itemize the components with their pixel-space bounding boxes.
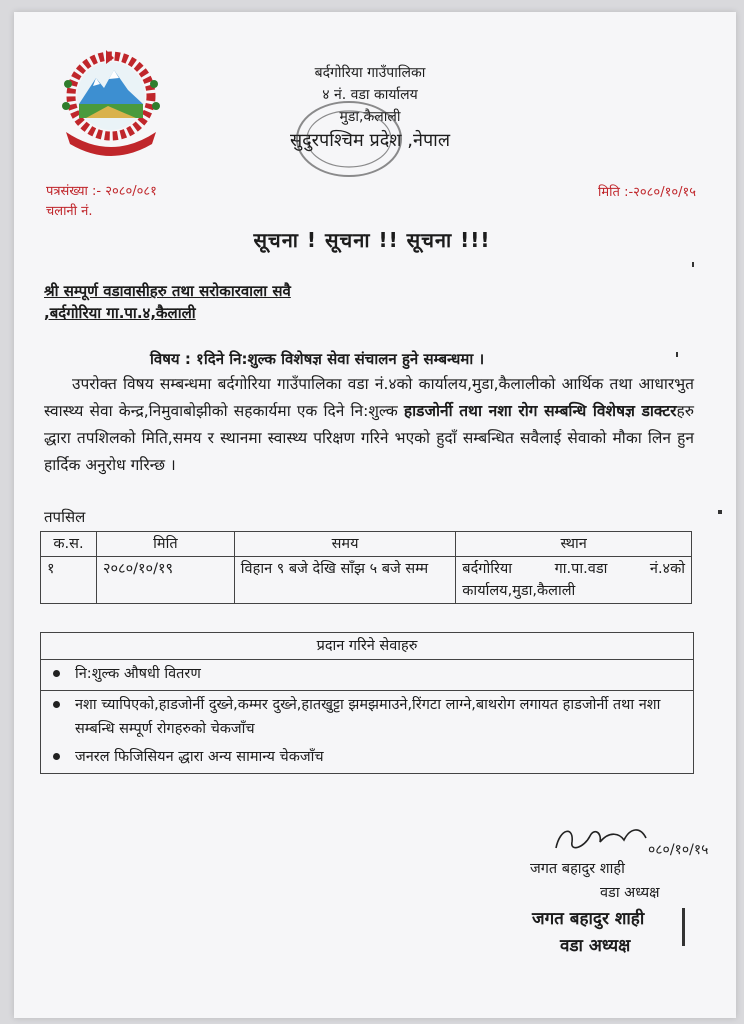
stamp-signatory-name: जगत बहादुर शाही — [532, 909, 645, 929]
services-row-1 — [41, 660, 693, 691]
services-heading: प्रदान गरिने सेवाहरु — [41, 633, 693, 660]
service-item-text: नशा च्यापिएको,हाडजोर्नी दुख्ने,कम्मर दुख्ने,हातखुट्टा झमझमाउने,रिंगटा लाग्ने,बाथरोग लगायत हाडजोर्नी तथा नशा सम्बन्धि सम्पूर्ण रोगहरुको चेकजाँच — [75, 697, 661, 737]
details-label: तपसिल — [44, 508, 86, 526]
office-location: मुडा,कैलाली — [339, 109, 401, 125]
bullet-icon — [53, 701, 60, 708]
service-item-text: नि:शुल्क औषधी वितरण — [75, 666, 201, 682]
scan-mark — [718, 510, 722, 514]
notice-heading: सूचना ! सूचना !! सूचना !!! — [253, 228, 491, 252]
header-time: समय — [234, 532, 456, 557]
list-item — [47, 745, 687, 769]
cell-serial: १ — [41, 557, 97, 604]
body-paragraph — [44, 371, 694, 479]
stamp-signatory-title: वडा अध्यक्ष — [560, 936, 631, 956]
table-row — [41, 557, 692, 604]
body-text-part-2: हरु द्धारा तपशिलको मिति,समय र स्थानमा स्वास्थ्य परिक्षण गरिने भएको हुदाँ सम्बन्धित सवैलाई सेवाको मौका लिन हुन हार्दिक अनुरोध गरिन्छ । — [44, 402, 694, 474]
municipality-name: बर्दगोरिया गाउँपालिका — [314, 65, 426, 81]
body-text-bold: हाडजोर्नी तथा नशा रोग सम्बन्धि विशेषज्ञ डाक्टर — [403, 402, 677, 420]
cell-date: २०८०/१०/१९ — [96, 557, 234, 604]
body-text-part-1: उपरोक्त विषय सम्बन्धमा बर्दगोरिया गाउँपालिका वडा नं.४को कार्यालय,मुडा,कैलालीको आर्थिक तथा आधारभुत स्वास्थ्य सेवा केन्द्र,निमुवाबोझीको सहकार्यमा एक दिने नि:शुल्क — [44, 375, 694, 420]
schedule-table — [40, 531, 692, 604]
stamp-border-line — [682, 908, 685, 946]
letter-number: पत्रसंख्या :- २०८०/०८१ — [46, 184, 157, 199]
addressee-block — [44, 280, 291, 324]
signatory-name: जगत बहादुर शाही — [530, 861, 625, 877]
scan-mark — [676, 352, 678, 357]
list-item — [47, 662, 687, 686]
cell-time: विहान ९ बजे देखि साँझ ५ बजे सम्म — [234, 557, 456, 604]
addressee-line-1: श्री सम्पूर्ण वडावासीहरु तथा सरोकारवाला सवै — [44, 282, 291, 300]
addressee-line-2: ,बर्दगोरिया गा.पा.४,कैलाली — [44, 304, 196, 322]
services-box — [40, 632, 694, 774]
dispatch-number: चलानी नं. — [46, 204, 93, 219]
office-seal-stamp — [293, 98, 405, 180]
bullet-icon — [53, 753, 60, 760]
bullet-icon — [53, 670, 60, 677]
header-serial: क.स. — [41, 532, 97, 557]
signature-date: ०८०/१०/१५ — [648, 842, 709, 858]
reference-block — [46, 182, 157, 222]
services-row-2 — [41, 691, 693, 773]
service-item-text: जनरल फिजिसियन द्धारा अन्य सामान्य चेकजाँच — [75, 749, 324, 765]
header-place: स्थान — [456, 532, 692, 557]
scan-mark — [692, 262, 694, 267]
list-item — [47, 693, 687, 741]
subject-line: विषय : १दिने नि:शुल्क विशेषज्ञ सेवा संचालन हुने सम्बन्धमा । — [150, 350, 485, 368]
ward-office-name: ४ नं. वडा कार्यालय — [322, 87, 418, 103]
province-country: सुदुरपश्चिम प्रदेश ,नेपाल — [289, 130, 451, 151]
header-date: मिति — [96, 532, 234, 557]
signatory-title: वडा अध्यक्ष — [600, 885, 660, 901]
nepal-emblem-logo — [46, 44, 176, 156]
handwritten-signature — [550, 818, 730, 860]
letter-date: मिति :-२०८०/१०/१५ — [598, 185, 696, 200]
cell-place: बर्दगोरिया गा.पा.वडा नं.४को कार्यालय,मुडा,कैलाली — [456, 557, 692, 604]
schedule-header-row — [41, 532, 692, 557]
